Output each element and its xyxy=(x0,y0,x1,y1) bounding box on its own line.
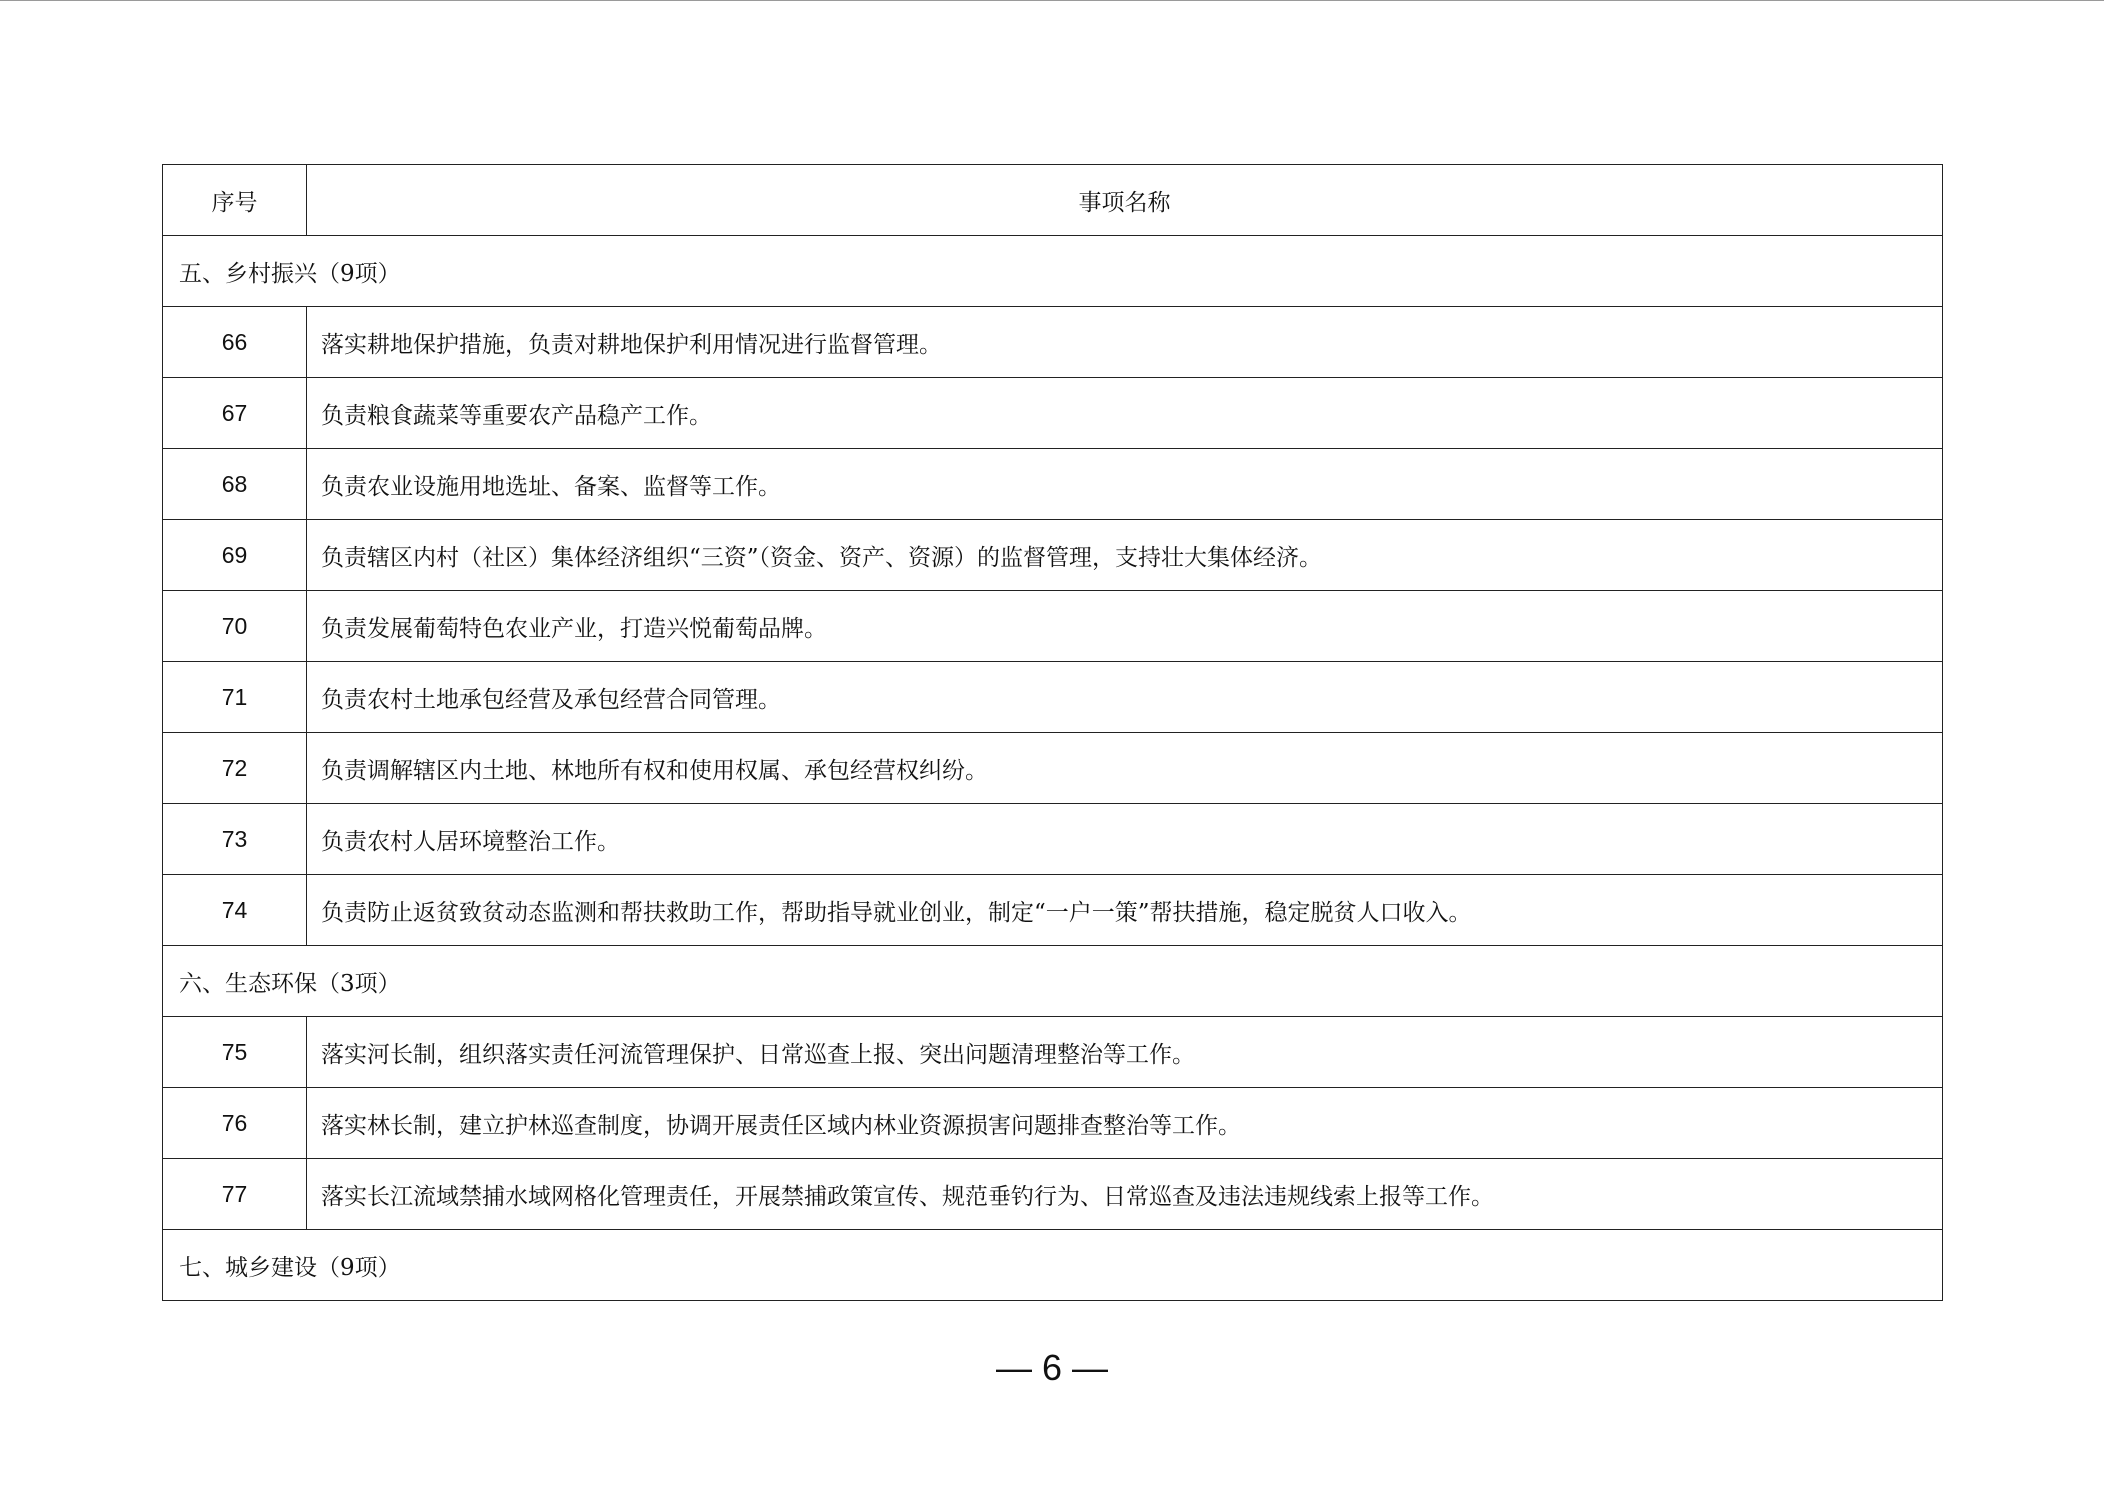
row-number: 72 xyxy=(163,733,307,804)
row-text: 负责调解辖区内土地、林地所有权和使用权属、承包经营权纠纷。 xyxy=(307,733,1943,804)
table-row xyxy=(163,378,1943,449)
section-row xyxy=(163,236,1943,307)
row-number: 70 xyxy=(163,591,307,662)
table-row xyxy=(163,804,1943,875)
row-number: 74 xyxy=(163,875,307,946)
row-number: 66 xyxy=(163,307,307,378)
table-row xyxy=(163,662,1943,733)
section-row xyxy=(163,946,1943,1017)
row-number: 69 xyxy=(163,520,307,591)
row-text: 负责粮食蔬菜等重要农产品稳产工作。 xyxy=(307,378,1943,449)
row-number: 77 xyxy=(163,1159,307,1230)
row-text: 落实耕地保护措施，负责对耕地保护利用情况进行监督管理。 xyxy=(307,307,1943,378)
section-title: 五、乡村振兴（9项） xyxy=(163,236,1943,307)
row-text: 负责辖区内村（社区）集体经济组织“三资”（资金、资产、资源）的监督管理，支持壮大集体经济。 xyxy=(307,520,1943,591)
row-number: 73 xyxy=(163,804,307,875)
table-row xyxy=(163,591,1943,662)
row-number: 76 xyxy=(163,1088,307,1159)
row-text: 负责农业设施用地选址、备案、监督等工作。 xyxy=(307,449,1943,520)
row-text: 落实林长制，建立护林巡查制度，协调开展责任区域内林业资源损害问题排查整治等工作。 xyxy=(307,1088,1943,1159)
row-text: 负责防止返贫致贫动态监测和帮扶救助工作，帮助指导就业创业，制定“一户一策”帮扶措施，稳定脱贫人口收入。 xyxy=(307,875,1943,946)
row-number: 75 xyxy=(163,1017,307,1088)
table-header-row xyxy=(163,165,1943,236)
row-text: 负责发展葡萄特色农业产业，打造兴悦葡萄品牌。 xyxy=(307,591,1943,662)
table-row xyxy=(163,1017,1943,1088)
section-row xyxy=(163,1230,1943,1301)
duty-table xyxy=(162,164,1943,1301)
row-text: 落实长江流域禁捕水域网格化管理责任，开展禁捕政策宣传、规范垂钓行为、日常巡查及违法违规线索上报等工作。 xyxy=(307,1159,1943,1230)
table-row xyxy=(163,1159,1943,1230)
row-text: 落实河长制，组织落实责任河流管理保护、日常巡查上报、突出问题清理整治等工作。 xyxy=(307,1017,1943,1088)
table-row xyxy=(163,875,1943,946)
section-title: 七、城乡建设（9项） xyxy=(163,1230,1943,1301)
table-row xyxy=(163,520,1943,591)
header-index: 序号 xyxy=(163,165,307,236)
table-row xyxy=(163,1088,1943,1159)
table-row xyxy=(163,307,1943,378)
section-title: 六、生态环保（3项） xyxy=(163,946,1943,1017)
row-number: 67 xyxy=(163,378,307,449)
header-name: 事项名称 xyxy=(307,165,1943,236)
page-number: — 6 — xyxy=(995,1347,1109,1388)
table-row xyxy=(163,733,1943,804)
table-row xyxy=(163,449,1943,520)
row-text: 负责农村人居环境整治工作。 xyxy=(307,804,1943,875)
row-number: 68 xyxy=(163,449,307,520)
row-text: 负责农村土地承包经营及承包经营合同管理。 xyxy=(307,662,1943,733)
row-number: 71 xyxy=(163,662,307,733)
